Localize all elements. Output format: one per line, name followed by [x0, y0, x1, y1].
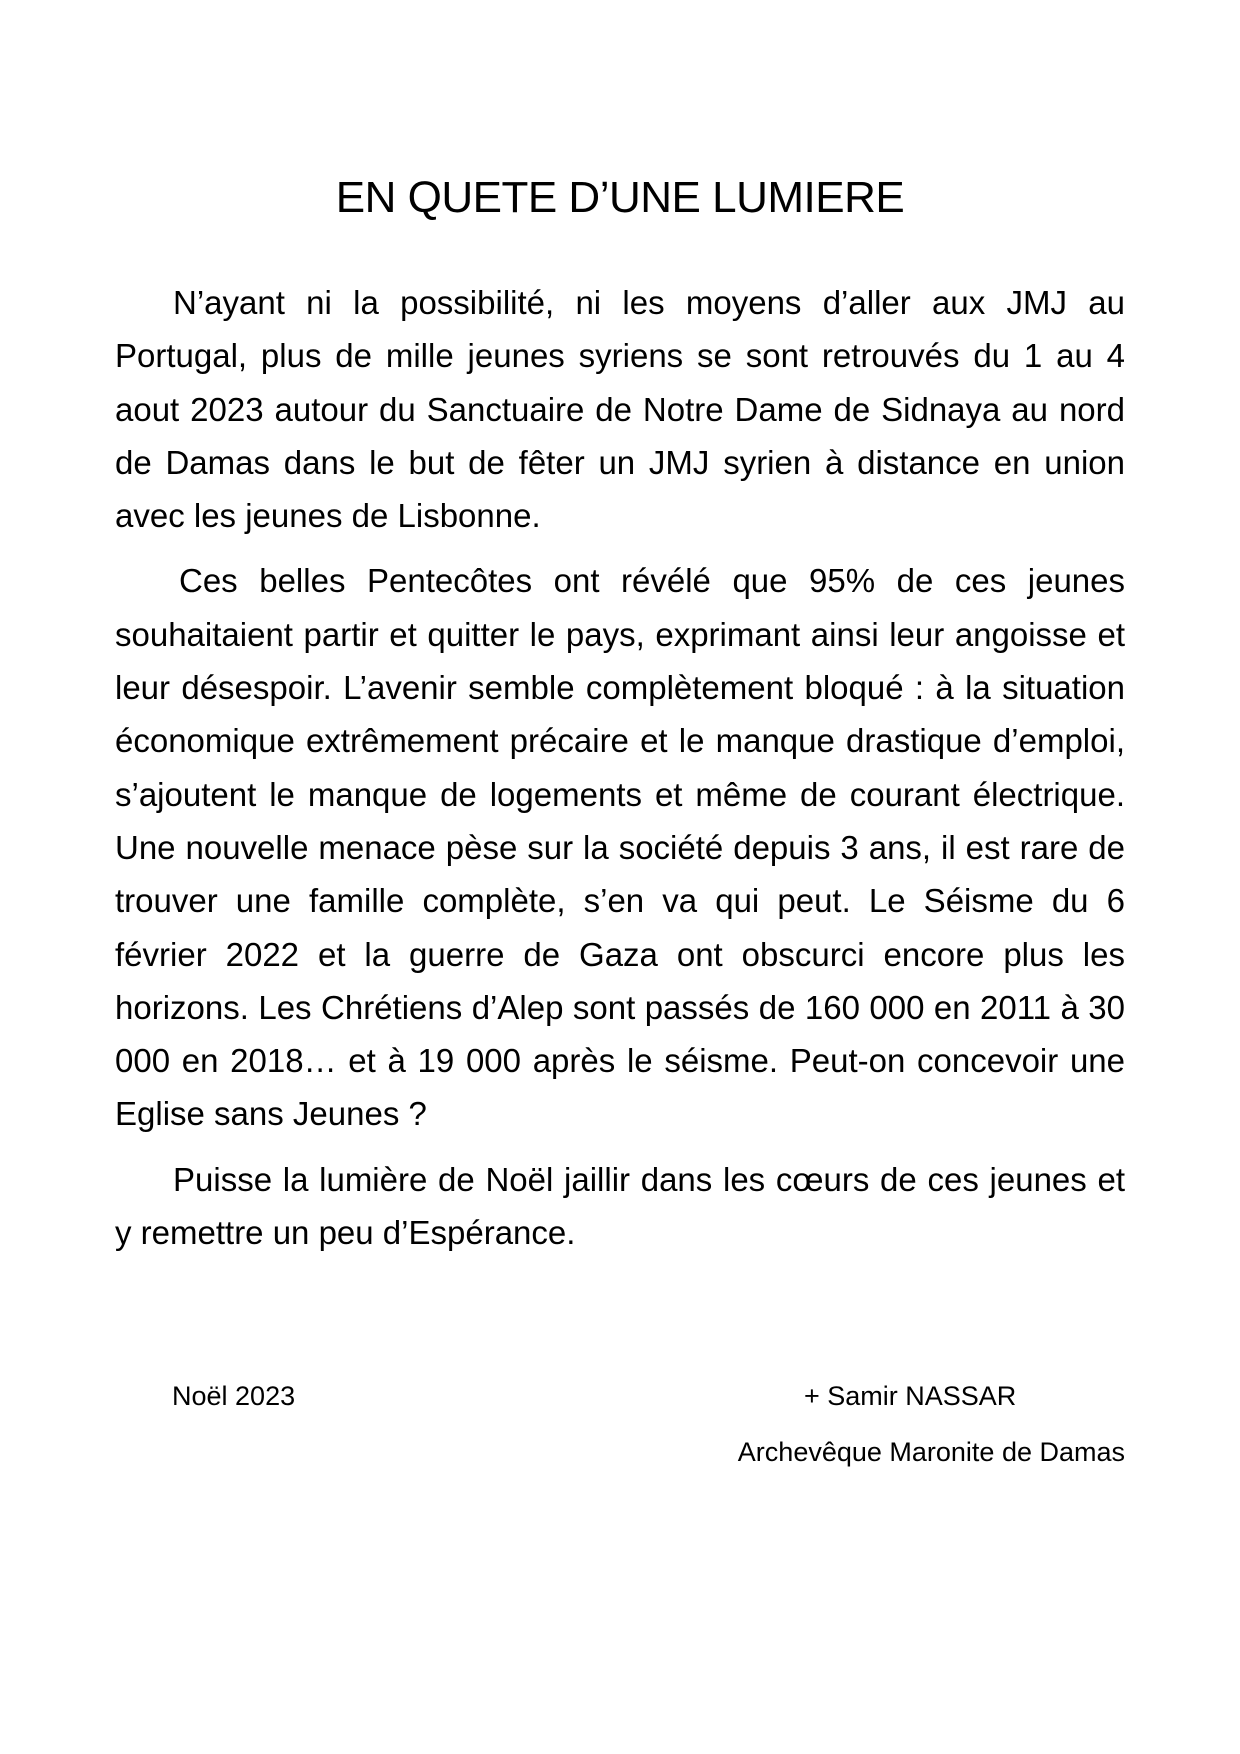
paragraph-1: N’ayant ni la possibilité, ni les moyens d’aller aux JMJ au Portugal, plus de mille jeunes syriens se sont retrouvés du 1 au 4 aout 2023 autour du Sanctuaire de Notre Dame de Sidnaya au nord de Damas dans le but de fêter un JMJ syrien à distance en union avec les jeunes de Lisbonne. [115, 284, 1125, 535]
signature-date: Noël 2023 [172, 1381, 296, 1411]
signature-name: + Samir NASSAR [804, 1381, 1017, 1411]
paragraph-2: Ces belles Pentecôtes ont révélé que 95% de ces jeunes souhaitaient partir et quitter le pays, exprimant ainsi leur angoisse et leur désespoir. L’avenir semble complètement bloqué : à la situation économique extrêmement précaire et le manque drastique d’emploi, s’ajoutent le manque de logements et même de courant électrique. Une nouvelle menace pèse sur la société depuis 3 ans, il est rare de trouver une famille complète, s’en va qui peut. Le Séisme du 6 février 2022 et la guerre de Gaza ont obscurci encore plus les horizons. Les Chrétiens d’Alep sont passés de 160 000 en 2011 à 30 000 en 2018… et à 19 000 après le séisme. Peut-on concevoir une Eglise sans Jeunes ? [115, 562, 1125, 1133]
signature-role: Archevêque Maronite de Damas [737, 1437, 1125, 1467]
paragraph-3: Puisse la lumière de Noël jaillir dans les cœurs de ces jeunes et y remettre un peu d’Espérance. [115, 1160, 1125, 1252]
document-title: EN QUETE D’UNE LUMIERE [335, 173, 905, 222]
document-body [115, 276, 1125, 1271]
